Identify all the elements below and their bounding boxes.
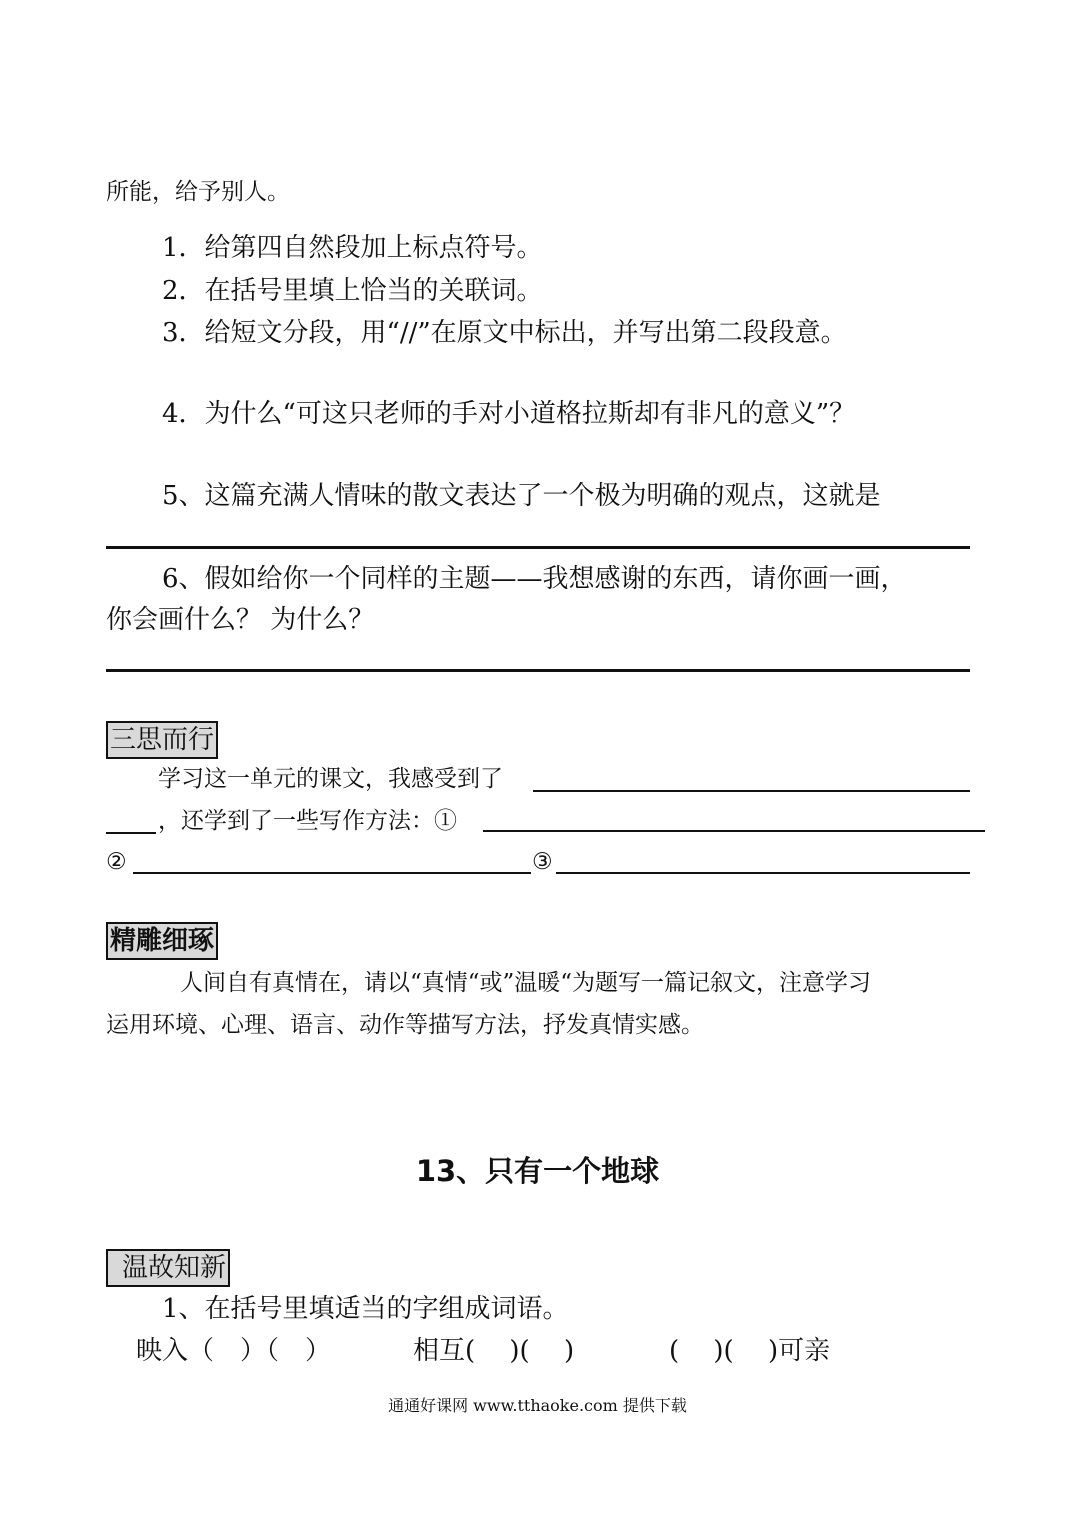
blank-feeling-cont[interactable] xyxy=(106,832,156,834)
question-6-line2: 你会画什么？ 为什么？ xyxy=(106,605,375,635)
blank-method-3[interactable] xyxy=(556,872,970,874)
question-3: 3．给短文分段，用“//”在原文中标出，并写出第二段段意。 xyxy=(162,318,847,348)
question-1: 1．给第四自然段加上标点符号。 xyxy=(162,233,543,263)
section-heading-wengu: 温故知新 xyxy=(106,1249,230,1287)
word-item-2: 相互( )( ) xyxy=(413,1336,575,1366)
question-5: 5、这篇充满人情味的散文表达了一个极为明确的观点，这就是 xyxy=(162,481,881,511)
sansi-line2: ，还学到了一些写作方法：① xyxy=(158,808,457,834)
blank-method-1[interactable] xyxy=(483,830,985,832)
section-heading-sansi: 三思而行 xyxy=(106,721,218,759)
sansi-mark-3: ③ xyxy=(532,849,553,875)
lesson-title: 13、只有一个地球 xyxy=(415,1154,660,1188)
word-item-1: 映入（ ）（ ） xyxy=(136,1336,332,1366)
blank-method-2[interactable] xyxy=(133,872,531,874)
sansi-mark-2: ② xyxy=(106,849,127,875)
word-item-3: ( )( )可亲 xyxy=(669,1336,831,1366)
blank-feeling[interactable] xyxy=(533,790,970,792)
question-2: 2．在括号里填上恰当的关联词。 xyxy=(162,276,543,306)
intro-line: 所能，给予别人。 xyxy=(106,179,290,205)
question-4: 4．为什么“可这只老师的手对小道格拉斯却有非凡的意义”？ xyxy=(162,399,856,429)
jingdiao-line2: 运用环境、心理、语言、动作等描写方法，抒发真情实感。 xyxy=(106,1012,704,1038)
page-footer: 通通好课网 www.tthaoke.com 提供下载 xyxy=(388,1396,687,1415)
answer-line-q6[interactable] xyxy=(106,669,970,672)
jingdiao-line1: 人间自有真情在，请以“真情“或”温暖“为题写一篇记叙文，注意学习 xyxy=(180,970,872,996)
lesson-question-1: 1、在括号里填适当的字组成词语。 xyxy=(162,1294,569,1324)
question-6-line1: 6、假如给你一个同样的主题——我想感谢的东西，请你画一画， xyxy=(162,564,907,594)
sansi-line1: 学习这一单元的课文，我感受到了 xyxy=(158,766,503,792)
answer-line-q5[interactable] xyxy=(106,546,970,549)
section-heading-jingdiao: 精雕细琢 xyxy=(106,922,218,960)
